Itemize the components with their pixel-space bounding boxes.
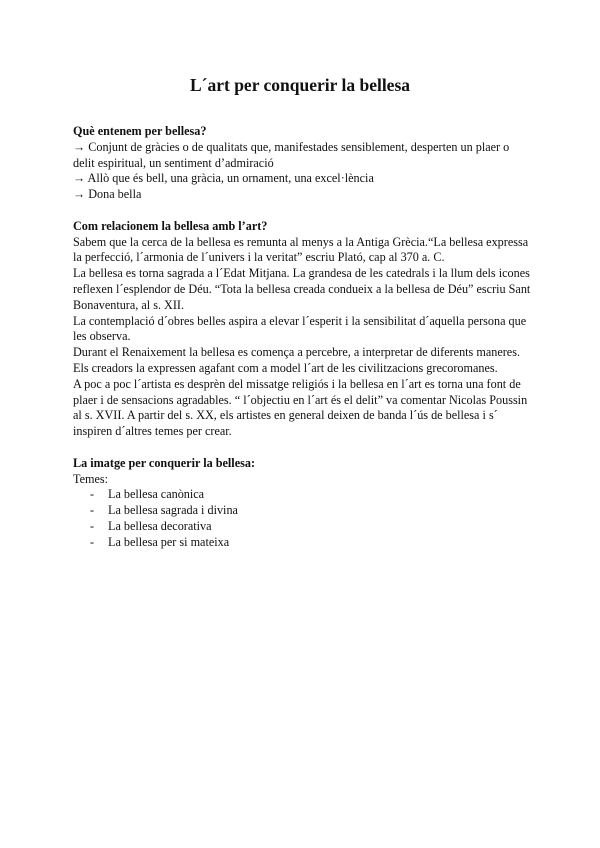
dash-bullet: - <box>90 487 95 502</box>
paragraph-line: al s. XVII. A partir del s. XX, els artistes en general deixen de banda l´ús de bellesa i s´ <box>73 408 498 423</box>
paragraph-line: Bonaventura, al s. XII. <box>73 297 185 312</box>
document-body <box>73 124 533 551</box>
dash-bullet: - <box>90 503 95 518</box>
paragraph-line: La bellesa es torna sagrada a l´Edat Mitjana. La grandesa de les catedrals i la llum dels icones <box>73 266 530 281</box>
paragraph-spacer <box>73 440 533 456</box>
paragraph-line: Sabem que la cerca de la bellesa es remunta al menys a la Antiga Grècia.“La bellesa expressa <box>73 234 529 249</box>
paragraph-line: inspiren d´altres temes per crear. <box>73 424 232 439</box>
list-item <box>73 487 533 503</box>
list-item-text: La bellesa canònica <box>108 487 205 502</box>
paragraph-line: A poc a poc l´artista es desprèn del missatge religiós i la bellesa en l´art es torna una font de <box>73 376 521 391</box>
section-heading-beauty-definition: Què entenem per bellesa? <box>73 124 207 138</box>
paragraph-line: la perfecció, l´armonia de l´univers i la veritat” escriu Plató, cap al 370 a. C. <box>73 250 445 265</box>
list-item <box>73 535 533 551</box>
page-title: L´art per conquerir la bellesa <box>189 75 411 95</box>
themes-label: Temes: <box>73 471 109 486</box>
list-item <box>73 519 533 535</box>
themes-list <box>73 487 533 550</box>
section-heading-image-beauty: La imatge per conquerir la bellesa: <box>73 455 256 470</box>
paragraph-line: Durant el Renaixement la bellesa es comença a percebre, a interpretar de diferents maneres. <box>73 345 520 360</box>
list-item-text: La bellesa per si mateixa <box>108 534 230 549</box>
list-item <box>73 503 533 519</box>
paragraph-line: reflexen l´esplendor de Déu. “Tota la bellesa creada condueix a la bellesa de Déu” escriu Sant <box>73 281 531 296</box>
paragraph-line: les observa. <box>73 329 131 344</box>
list-item-text: La bellesa sagrada i divina <box>108 503 238 518</box>
paragraph-line: delit espiritual, un sentiment d’admiració <box>73 155 274 170</box>
paragraph-line: La contemplació d´obres belles aspira a elevar l´esperit i la sensibilitat d´aquella persona que <box>73 313 527 328</box>
paragraph-line: plaer i de sensacions agradables. “ l´objectiu en l´art és el delit” va comentar Nicolas Poussin <box>73 392 528 407</box>
paragraph-spacer <box>73 203 533 219</box>
list-item-text: La bellesa decorativa <box>108 518 212 533</box>
paragraph-line: → Dona bella <box>73 187 142 202</box>
section-heading-beauty-and-art: Com relacionem la bellesa amb l’art? <box>73 218 268 233</box>
paragraph-line: → Allò que és bell, una gràcia, un ornament, una excel·lència <box>73 171 374 186</box>
dash-bullet: - <box>90 534 95 549</box>
paragraph-line: Els creadors la expressen agafant com a model l´art de les civilitzacions grecoromanes. <box>73 360 498 375</box>
paragraph-line: → Conjunt de gràcies o de qualitats que, manifestades sensiblement, desperten un plaer o <box>73 139 510 154</box>
dash-bullet: - <box>90 518 95 533</box>
